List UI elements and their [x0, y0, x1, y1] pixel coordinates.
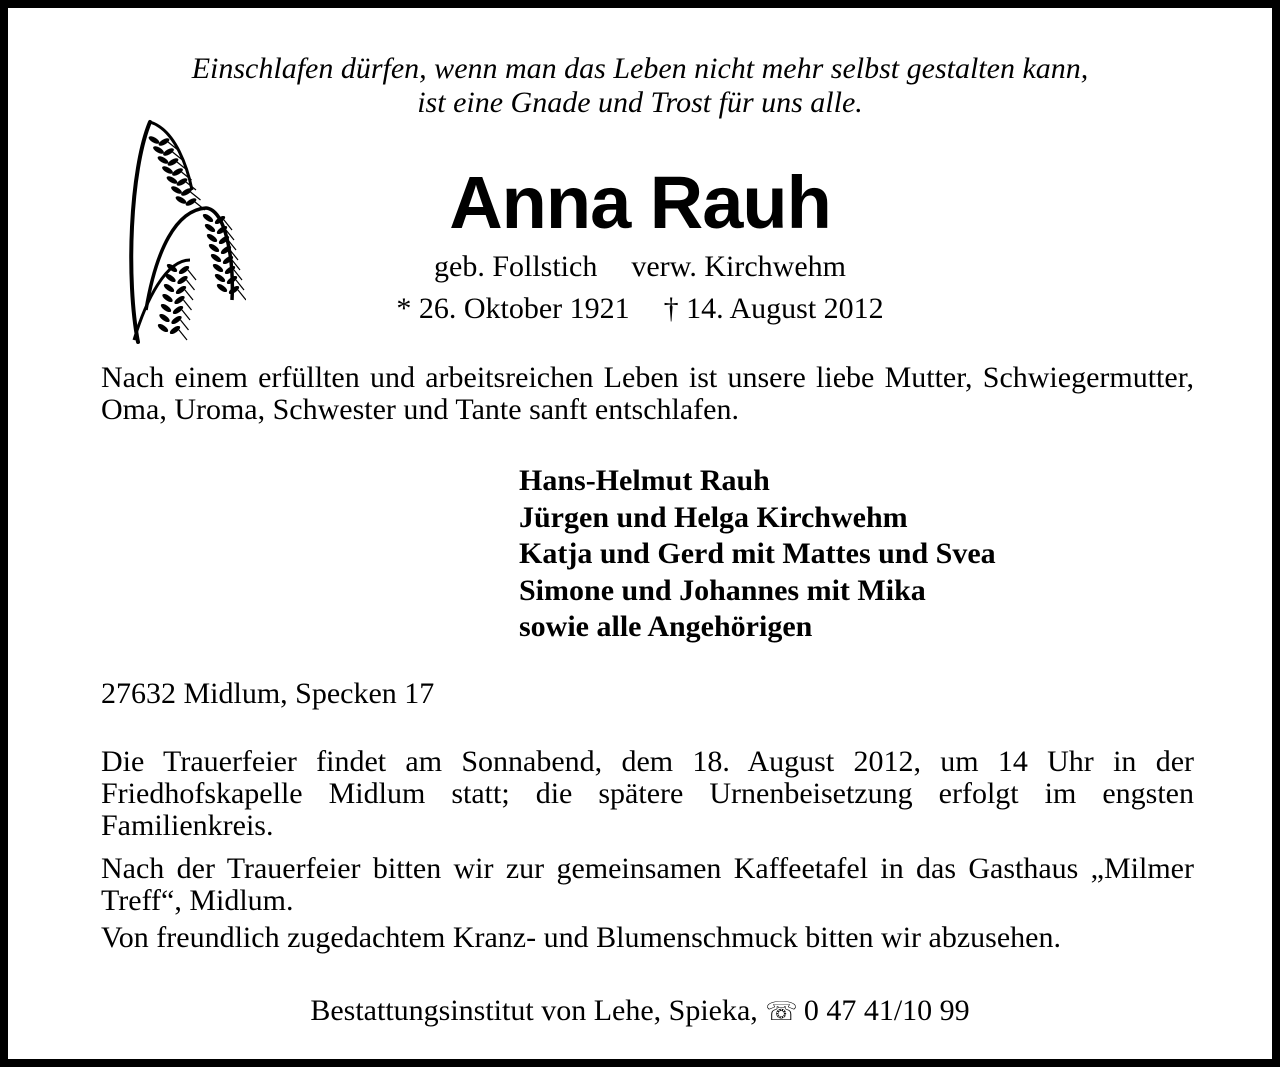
undertaker-footer	[8, 994, 1272, 1029]
phone-number: 0 47 41/10 99	[803, 994, 970, 1027]
born-name: geb. Follstich	[434, 250, 598, 283]
intro-paragraph: Nach einem erfüllten und arbeitsreichen Leben ist unsere liebe Mutter, Schwiegermutter, Oma, Uroma, Schwester und Tante sanft entschlafen.	[101, 361, 1194, 426]
mourners-list	[519, 463, 996, 646]
mourner-line: sowie alle Angehörigen	[519, 610, 813, 643]
widowed-name: verw. Kirchwehm	[631, 250, 846, 283]
death-date: † 14. August 2012	[663, 292, 884, 325]
deceased-name: Anna Rauh	[449, 161, 831, 244]
undertaker-name: Bestattungsinstitut von Lehe, Spieka,	[310, 994, 758, 1027]
birth-date: * 26. Oktober 1921	[396, 292, 630, 325]
family-address: 27632 Midlum, Specken 17	[101, 677, 435, 710]
life-dates	[8, 290, 1272, 328]
mourner-line: Simone und Johannes mit Mika	[519, 573, 926, 607]
mourner-line: Hans-Helmut Rauh	[519, 464, 770, 497]
flowers-paragraph: Von freundlich zugedachtem Kranz- und Blumenschmuck bitten wir abzusehen.	[101, 921, 1061, 954]
motto-line-2: ist eine Gnade und Trost für uns alle.	[417, 86, 863, 119]
motto-line-1: Einschlafen dürfen, wenn man das Leben nicht mehr selbst gestalten kann,	[191, 52, 1089, 85]
telephone-icon: ☏	[765, 997, 798, 1027]
service-paragraph: Die Trauerfeier findet am Sonnabend, dem 18. August 2012, um 14 Uhr in der Friedhofskapelle Midlum statt; die spätere Urnenbeisetzung erfolgt im engsten Familienkreis.	[101, 745, 1194, 842]
coffee-paragraph: Nach der Trauerfeier bitten wir zur gemeinsamen Kaffeetafel in das Gasthaus „Milmer Treff“, Midlum.	[101, 852, 1194, 917]
mourner-line: Jürgen und Helga Kirchwehm	[519, 500, 908, 534]
mourner-line: Katja und Gerd mit Mattes und Svea	[519, 537, 996, 570]
maiden-names	[8, 248, 1272, 286]
